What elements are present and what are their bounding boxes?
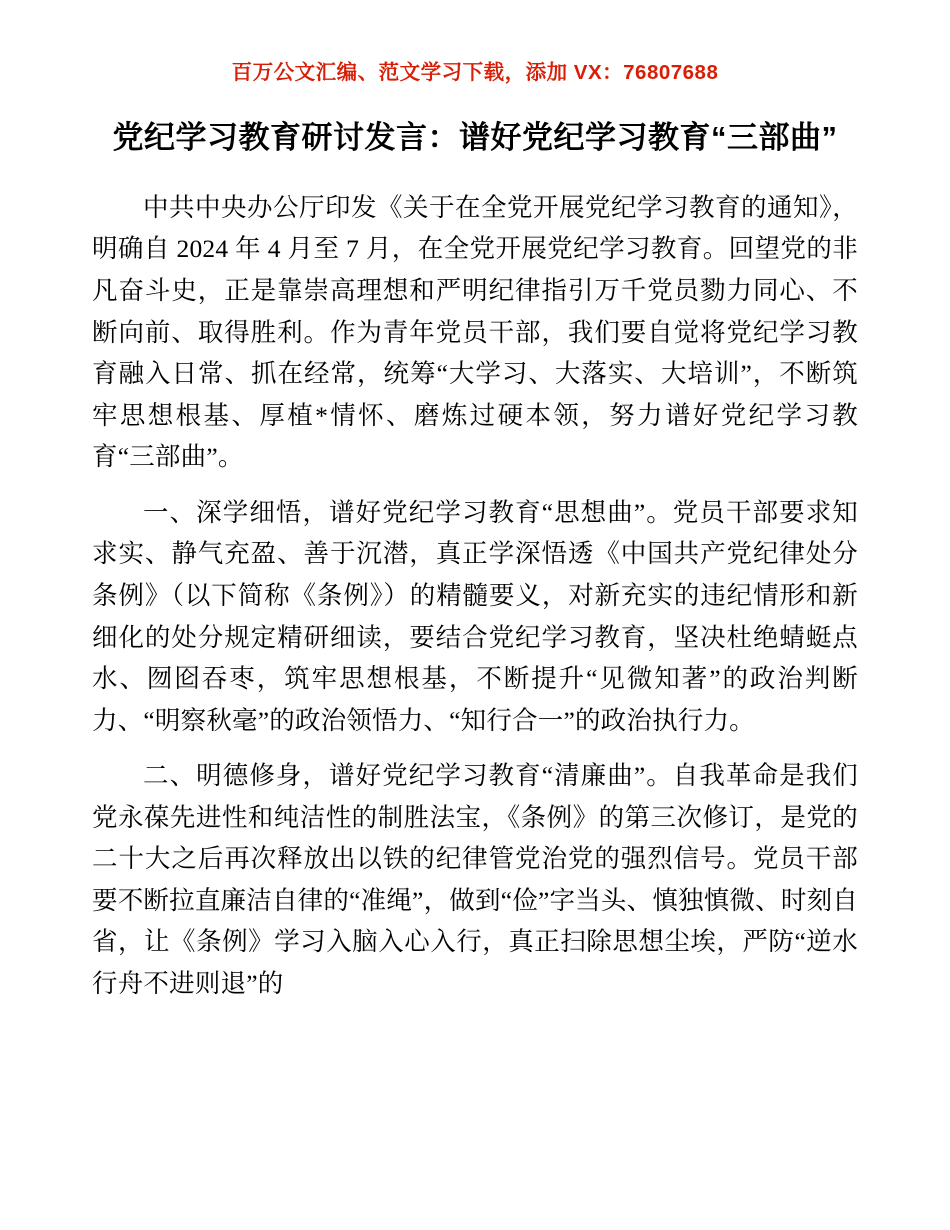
page-title: 党纪学习教育研讨发言：谱好党纪学习教育“三部曲” (112, 120, 838, 155)
document-body (92, 187, 858, 1005)
paragraph: 一、深学细悟，谱好党纪学习教育“思想曲”。党员干部要求知求实、静气充盈、善于沉潜，真正学深悟透《中国共产党纪律处分条例》（以下简称《条例》）的精髓要义，对新充实的违纪情形和新细化的处分规定精研细读，要结合党纪学习教育，坚决杜绝蜻蜓点水、囫囵吞枣，筑牢思想根基，不断提升“见微知著”的政治判断力、“明察秋毫”的政治领悟力、“知行合一”的政治执行力。 (92, 497, 858, 735)
watermark-banner: 百万公文汇编、范文学习下载，添加 VX：76807688 (231, 61, 719, 84)
paragraph: 二、明德修身，谱好党纪学习教育“清廉曲”。自我革命是我们党永葆先进性和纯洁性的制胜法宝，《条例》的第三次修订，是党的二十大之后再次释放出以铁的纪律管党治党的强烈信号。党员干部要不断拉直廉洁自律的“准绳”，做到“俭”字当头、慎独慎微、时刻自省，让《条例》学习入脑入心入行，真正扫除思想尘埃，严防“逆水行舟不进则退”的 (92, 761, 858, 998)
paragraph: 中共中央办公厅印发《关于在全党开展党纪学习教育的通知》，明确自 2024 年 4 月至 7 月，在全党开展党纪学习教育。回望党的非凡奋斗史，正是靠崇高理想和严明纪律指引万千党员勠力同心、不断向前、取得胜利。作为青年党员干部，我们要自觉将党纪学习教育融入日常、抓在经常，统筹“大学习、大落实、大培训”，不断筑牢思想根基、厚植*情怀、磨炼过硬本领，努力谱好党纪学习教育“三部曲”。 (92, 192, 858, 472)
